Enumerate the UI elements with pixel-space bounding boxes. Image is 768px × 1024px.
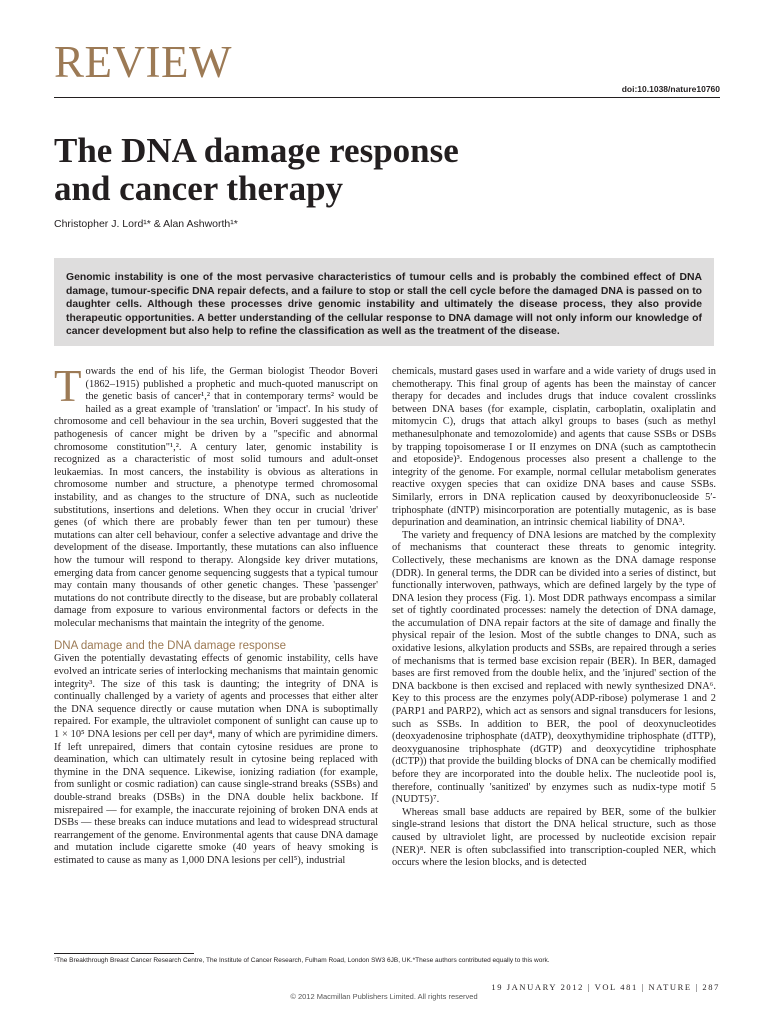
paragraph (54, 361, 378, 630)
section-heading: DNA damage and the DNA damage response (54, 640, 287, 653)
body-column-right (392, 366, 716, 870)
title-line-1: The DNA damage response (54, 131, 459, 170)
abstract-text: Genomic instability is one of the most pervasive characteristics of tumour cells and is probably the combined effect of DNA damage, tumour-specific DNA repair defects, and a failure to stop or stall the cell cycle before the damaged DNA is passed on to daughter cells. Although these processes drive genomic instability and ultimately the disease process, they also provide therapeutic opportunities. A better understanding of the cellular response to DNA damage will not only inform our knowledge of cancer development but also help to refine the classification as well as the treatment of the disease. (66, 272, 702, 337)
paragraph: chemicals, mustard gases used in warfare and a wide variety of drugs used in chemotherapy. This final group of agents has been the mainstay of cancer therapy for decades and includes drugs that induce covalent crosslinks between DNA bases (for example, cisplatin, carboplatin, oxaliplatin and mitomycin C), drugs that attach alkyl groups to bases (such as methyl methanesulphonate and temozolomide) and agents that cause SSBs or DSBs by trapping topoisomerase I or II enzymes on DNA (such as camptothecin and etoposide)³. Endogenous processes also present a challenge to the integrity of the genome. For example, normal cellular metabolism generates reactive oxygen species that can oxidize DNA bases and cause SSBs. Similarly, errors in DNA replication caused by deoxyribonucleoside 5′-triphosphate (dNTP) misincorporation are potentially mutagenic, as is base depurination and deamination, an intrinsic chemical liability of DNA³. (392, 366, 716, 529)
footnote-rule (54, 953, 194, 954)
paragraph: Whereas small base adducts are repaired by BER, some of the bulkier single-strand lesions that distort the DNA helical structure, such as those caused by ultraviolet light, are processed by nucleotide excision repair (NER)⁸. NER is often subclassified into transcription-coupled NER, which occurs where the lesion blocks, and is detected (392, 806, 716, 869)
page-info: 19 JANUARY 2012 | VOL 481 | NATURE | 287 (491, 982, 720, 992)
paragraph-text: owards the end of his life, the German biologist Theodor Boveri (1862–1915) published a prophetic and much-quoted manuscript on the genetic basis of cancer¹,² that in contemporary terms² would be hailed as a great example of 'translation' or 'impact'. In his study of chromosome and cell behaviour in the sea urchin, Boveri suggested that the pathogenesis of cancer might be driven by a "specific and abnormal chromosome constitution"¹,². A century later, genomic instability is recognized as a characteristic of most solid tumours and adult-onset leukaemias. In most cancers, the instability is obvious as alterations in chromosome number and structure, a phenotype termed chromosomal instability, and as changes to the structure of DNA, such as nucleotide substitutions, insertions and deletions. When they occur in crucial 'driver' genes (of which there are probably fewer than ten per tumour) these mutations can alter cell behaviour, confer a selective advantage and drive the development of the disease. Importantly, these mutations can also influence how the tumour will respond to therapy. Alongside key driver mutations, emerging data from cancer genome sequencing suggests that a typical tumour may contain many thousands of other genetic changes. These 'passenger' mutations do not contribute directly to the disease, but are probably collateral damage from exposure to various environmental factors or defects in the molecular mechanisms that maintain the integrity of the genome. (54, 366, 378, 629)
paragraph: Given the potentially devastating effects of genomic instability, cells have evolved an intricate series of interlocking mechanisms that maintain genomic integrity³. The size of this task is daunting; the integrity of DNA is continually challenged by a variety of agents and processes that either alter the DNA sequence directly or cause mutation when DNA is suboptimally repaired. For example, the ultraviolet component of sunlight can cause up to 1 × 10⁵ DNA lesions per cell per day⁴, many of which are pyrimidine dimers. If left unrepaired, dimers that contain cytosine residues are prone to deamination, which can ultimately result in cytosine being replaced with thymine in the DNA sequence. Likewise, ionizing radiation (for example, from sunlight or cosmic radiation) can cause single-strand breaks (SSBs) and double-strand breaks (DSBs) in the DNA double helix backbone. If misrepaired — for example, the inaccurate rejoining of broken DNA ends at DSBs — these breaks can induce mutations and lead to widespread structural rearrangement of the genome. Environmental agents that cause DNA damage and mutation include cigarette smoke (40 years of heavy smoking is estimated to cause as many as 1,000 DNA lesions per cell⁵), industrial (54, 653, 378, 866)
drop-cap: T (54, 361, 82, 411)
section-label: REVIEW (54, 37, 232, 87)
header-rule (54, 97, 720, 98)
body-column-left (54, 361, 378, 868)
article-title (54, 132, 654, 208)
footnote: ¹The Breakthrough Breast Cancer Research Centre, The Institute of Cancer Research, Fulham Road, London SW3 6JB, UK.*These authors contributed equally to this work. (54, 957, 550, 964)
title-line-2: and cancer therapy (54, 169, 344, 208)
doi[interactable]: doi:10.1038/nature10760 (621, 84, 720, 94)
abstract-box (54, 258, 714, 346)
authors: Christopher J. Lord¹* & Alan Ashworth¹* (54, 218, 238, 230)
paragraph: The variety and frequency of DNA lesions are matched by the complexity of mechanisms that counteract these threats to genomic integrity. Collectively, these mechanisms are known as the DNA damage response (DDR). In general terms, the DDR can be divided into a series of distinct, but functionally interwoven, pathways, which are defined largely by the type of DNA lesion they process (Fig. 1). Most DDR pathways encompass a similar set of tightly coordinated processes: namely the detection of DNA damage, the accumulation of DNA repair factors at the site of damage and finally the physical repair of the lesion. Most of the subtle changes to DNA, such as oxidative lesions, alkylation products and SSBs, are repaired through a series of mechanisms that is termed base excision repair (BER). In BER, damaged bases are first removed from the double helix, and the 'injured' section of the DNA backbone is then excised and replaced with newly synthesized DNA⁶. Key to this process are the enzymes poly(ADP-ribose) polymerase 1 and 2 (PARP1 and PARP2), which act as sensors and signal transducers for lesions, such as SSBs. In addition to BER, the pool of deoxynucleotides (deoxyadenosine triphosphate (dATP), deoxythymidine triphosphate (dTTP), deoxyguanosine triphosphate (dGTP) and deoxycytidine triphosphate (dCTP)) that provide the building blocks of DNA can be chemically modified before they are incorporated into the double helix. The nucleotide pool is, therefore, continually 'sanitized' by enzymes such as nudix-type motif 5 (NUDT5)⁷. (392, 529, 716, 806)
copyright: © 2012 Macmillan Publishers Limited. All rights reserved (290, 992, 478, 1001)
